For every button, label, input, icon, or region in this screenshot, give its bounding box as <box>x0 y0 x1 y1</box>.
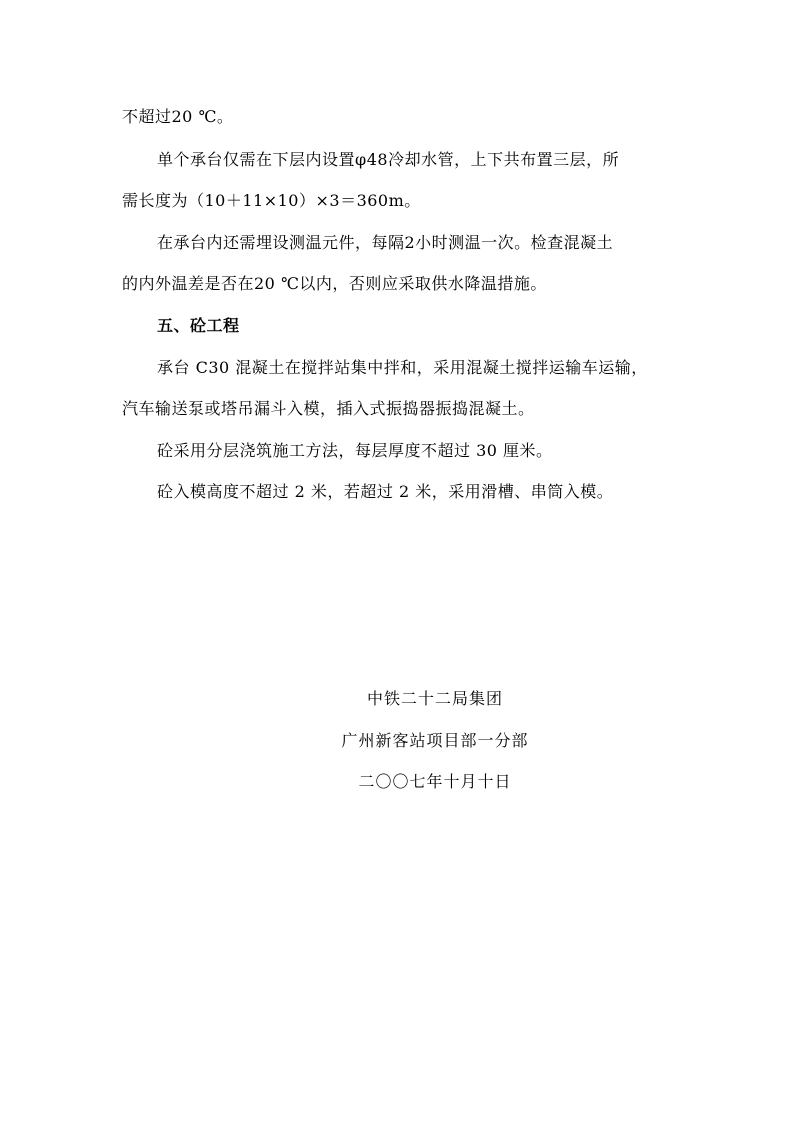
paragraph-line: 砼入模高度不超过 2 米，若超过 2 米，采用滑槽、串筒入模。 <box>157 482 614 501</box>
section-heading: 五、砼工程 <box>157 316 240 335</box>
paragraph-line: 的内外温差是否在20 ℃以内，否则应采取供水降温措施。 <box>122 274 547 293</box>
paragraph-line: 承台 C30 混凝土在搅拌站集中拌和，采用混凝土搅拌运输车运输， <box>157 358 648 377</box>
signature-date: 二〇〇七年十月十日 <box>358 772 512 791</box>
paragraph-line: 在承台内还需埋设测温元件，每隔2小时测温一次。检查混凝土 <box>157 233 614 252</box>
paragraph-line: 单个承台仅需在下层内设置φ48冷却水管，上下共布置三层，所 <box>157 150 620 169</box>
paragraph-line: 砼采用分层浇筑施工方法，每层厚度不超过 30 厘米。 <box>157 441 553 460</box>
paragraph-line: 不超过20 ℃。 <box>122 107 234 126</box>
signature-organization: 中铁二十二局集团 <box>366 689 503 708</box>
paragraph-line: 需长度为（10＋11×10）×3＝360m。 <box>122 191 421 210</box>
paragraph-line: 汽车输送泵或塔吊漏斗入模，插入式振捣器振捣混凝土。 <box>122 399 535 418</box>
signature-department: 广州新客站项目部一分部 <box>341 731 529 750</box>
